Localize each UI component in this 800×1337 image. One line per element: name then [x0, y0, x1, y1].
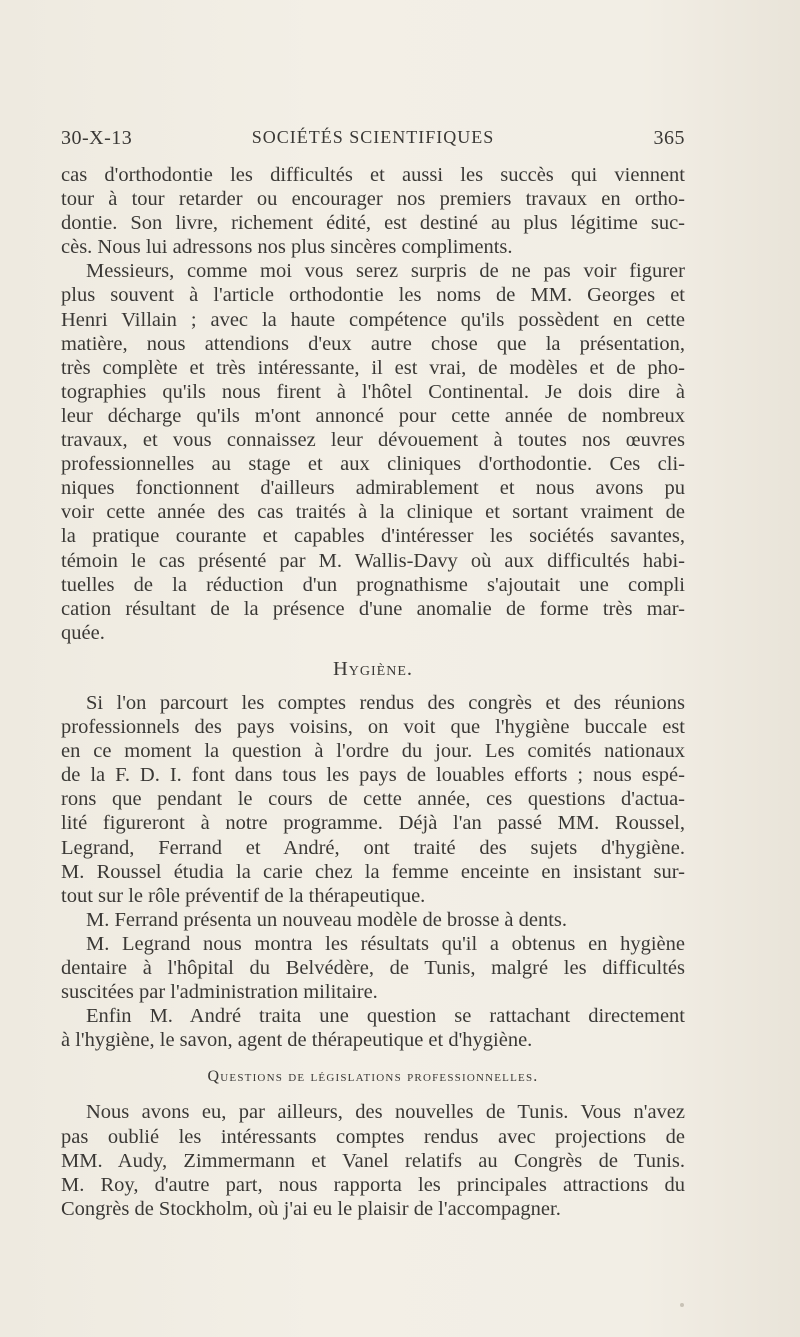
text-line: Messieurs, comme moi vous serez surpris de ne pas voir figurer: [86, 260, 685, 283]
body-text: [61, 163, 685, 1221]
text-line: niques fonctionnent d'ailleurs admirablement et nous avons pu: [61, 477, 685, 500]
header-date: 30-X-13: [61, 127, 133, 149]
text-line: M. Ferrand présenta un nouveau modèle de brosse à dents.: [86, 908, 568, 931]
text-line: Henri Villain ; avec la haute compétence qu'ils possèdent en cette: [61, 308, 685, 331]
text-line: quée.: [61, 621, 105, 644]
text-line: M. Roy, d'autre part, nous rapporta les principales attractions du: [61, 1173, 685, 1196]
text-line: Legrand, Ferrand et André, ont traité des sujets d'hygiène.: [61, 836, 685, 859]
text-line: tout sur le rôle préventif de la thérapeutique.: [61, 884, 426, 907]
text-line: dentaire à l'hôpital du Belvédère, de Tunis, malgré les difficultés: [61, 957, 685, 979]
text-line: à l'hygiène, le savon, agent de thérapeutique et d'hygiène.: [61, 1029, 533, 1052]
text-line: travaux, et vous connaissez leur dévouement à toutes nos œuvres: [61, 429, 685, 452]
text-line: plus souvent à l'article orthodontie les noms de MM. Georges et: [61, 284, 685, 307]
page-number: 365: [653, 127, 685, 149]
text-line: Si l'on parcourt les comptes rendus des congrès et des réunions: [86, 691, 685, 714]
text-line: cas d'orthodontie les difficultés et aussi les succès qui viennent: [61, 164, 685, 186]
text-line: MM. Audy, Zimmermann et Vanel relatifs au Congrès de Tunis.: [61, 1149, 685, 1172]
text-line: M. Roussel étudia la carie chez la femme enceinte en insistant sur-: [61, 860, 685, 883]
text-line: la pratique courante et capables d'intéresser les sociétés savantes,: [61, 525, 685, 548]
paragraph: [61, 932, 685, 1004]
text-line: professionnelles au stage et aux cliniques d'orthodontie. Ces cli-: [61, 453, 685, 476]
text-line: très complète et très intéressante, il est vrai, de modèles et de pho-: [61, 356, 685, 379]
text-line: professionnels des pays voisins, on voit que l'hygiène buccale est: [61, 716, 685, 739]
text-line: pas oublié les intéressants comptes rendus avec projections de: [61, 1125, 685, 1148]
paragraph: [61, 163, 685, 259]
text-line: de la F. D. I. font dans tous les pays de louables efforts ; nous espé-: [61, 764, 685, 787]
paragraph: [61, 691, 685, 908]
text-line: tuelles de la réduction d'un prognathisme s'ajoutait une compli: [61, 573, 685, 596]
text-line: voir cette année des cas traités à la clinique et sortant vraiment de: [61, 501, 685, 524]
text-line: tographies qu'ils nous firent à l'hôtel Continental. Je dois dire à: [61, 380, 685, 403]
text-line: lité figureront à notre programme. Déjà l'an passé MM. Roussel,: [61, 812, 685, 835]
text-line: leur décharge qu'ils m'ont annoncé pour cette année de nombreux: [61, 404, 685, 427]
text-line: Enfin M. André traita une question se rattachant directement: [86, 1005, 685, 1028]
section-heading-hygiene: Hygiène.: [332, 657, 414, 680]
running-header: [61, 127, 685, 157]
paragraph: [61, 908, 685, 932]
section-heading-legislation: Questions de législations professionnelles.: [207, 1068, 539, 1086]
text-line: Nous avons eu, par ailleurs, des nouvelles de Tunis. Vous n'avez: [86, 1101, 685, 1124]
text-line: témoin le cas présenté par M. Wallis-Davy où aux difficultés habi-: [61, 549, 685, 572]
header-title: SOCIÉTÉS SCIENTIFIQUES: [251, 127, 495, 147]
text-line: rons que pendant le cours de cette année, ces questions d'actua-: [61, 788, 685, 811]
paper-speck: [680, 1303, 684, 1307]
paragraph: [61, 1004, 685, 1052]
paragraph: [61, 259, 685, 645]
text-line: en ce moment la question à l'ordre du jour. Les comités nationaux: [61, 740, 685, 763]
text-line: M. Legrand nous montra les résultats qu'il a obtenus en hygiène: [86, 932, 685, 955]
paragraph: [61, 1100, 685, 1220]
text-line: dontie. Son livre, richement édité, est destiné au plus légitime suc-: [61, 212, 685, 235]
text-line: matière, nous attendions d'eux autre chose que la présentation,: [61, 332, 685, 355]
text-line: cation résultant de la présence d'une anomalie de forme très mar-: [61, 597, 685, 620]
text-line: Congrès de Stockholm, où j'ai eu le plaisir de l'accompagner.: [61, 1197, 561, 1220]
text-line: tour à tour retarder ou encourager nos premiers travaux en ortho-: [61, 188, 685, 211]
text-line: suscitées par l'administration militaire.: [61, 981, 378, 1004]
text-line: cès. Nous lui adressons nos plus sincères compliments.: [61, 236, 513, 259]
